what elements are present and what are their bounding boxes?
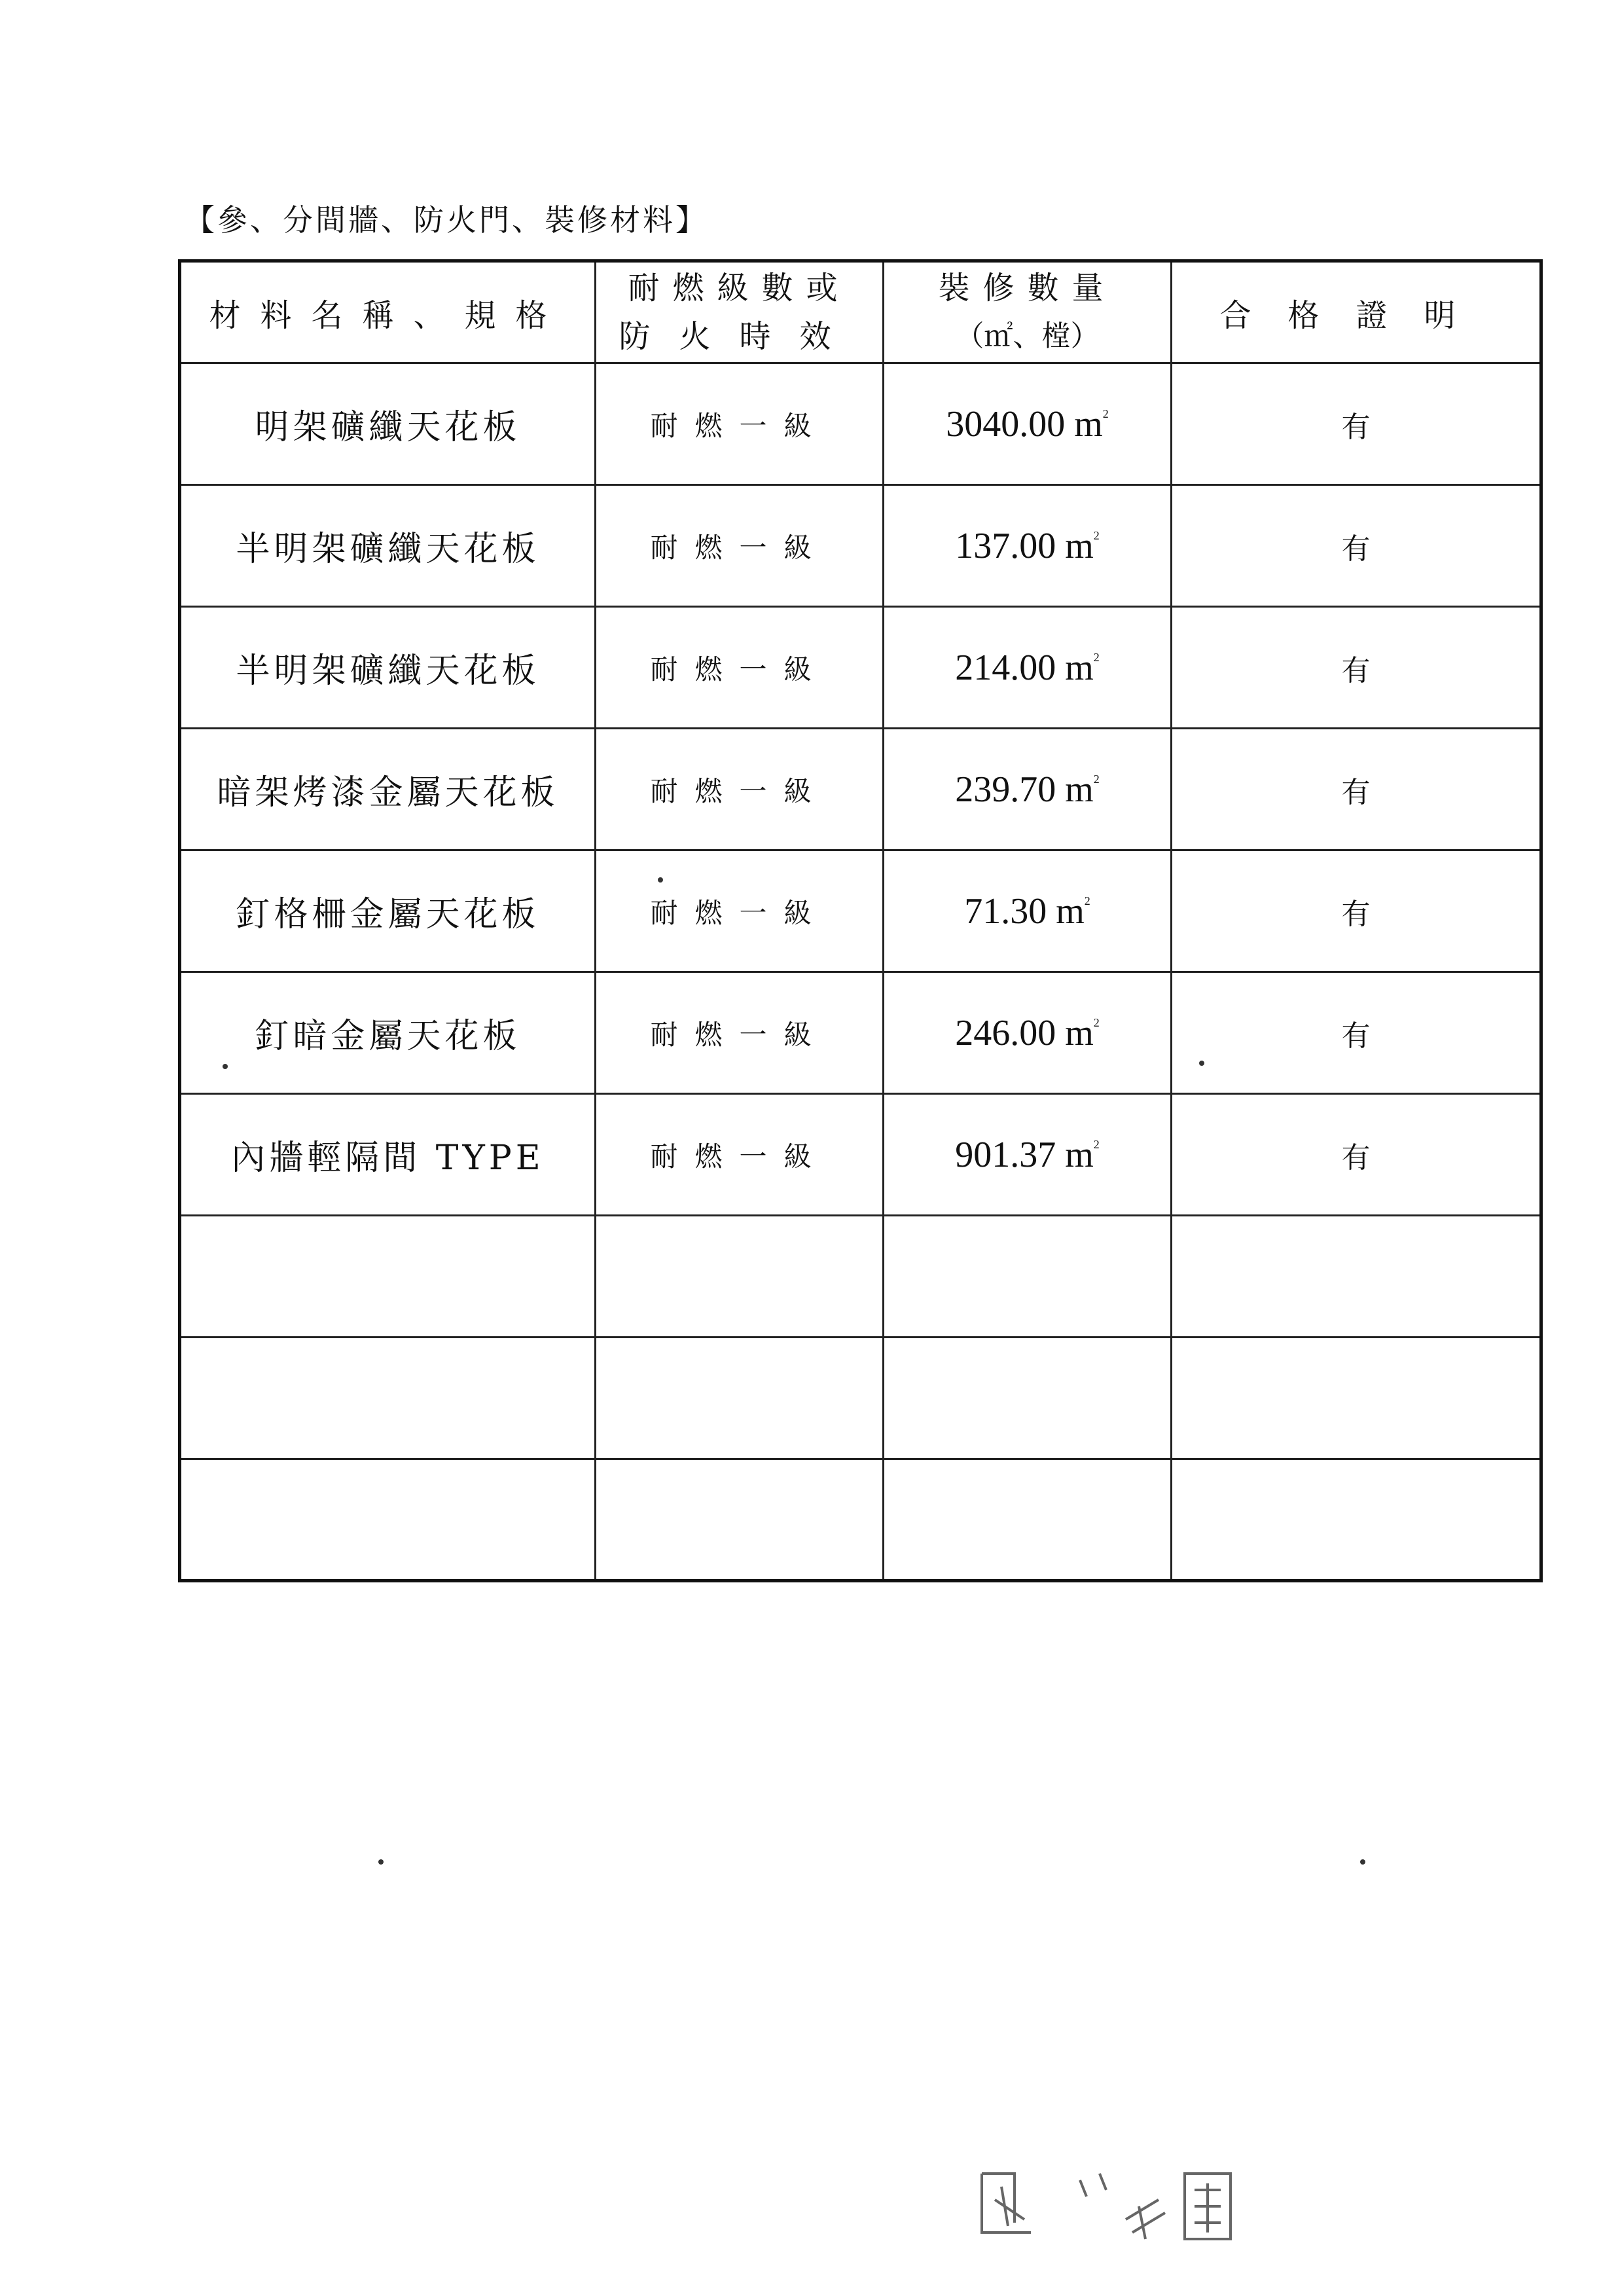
table-row bbox=[180, 729, 1541, 850]
table-row bbox=[180, 1094, 1541, 1216]
material-name-cell bbox=[180, 1338, 596, 1459]
scan-mark bbox=[378, 1859, 384, 1865]
section-title: 【參、分間牆、防火門、裝修材料】 bbox=[185, 202, 708, 238]
unit-superscript: 2 bbox=[1102, 407, 1109, 420]
scan-mark bbox=[1199, 1061, 1204, 1066]
quantity-value: 239.70 m bbox=[955, 769, 1094, 810]
scan-mark bbox=[658, 877, 663, 883]
stamp-mark bbox=[969, 2160, 1244, 2252]
quantity-cell bbox=[884, 1338, 1172, 1459]
certificate-cell: 有 bbox=[1172, 850, 1541, 972]
table-row bbox=[180, 1338, 1541, 1459]
unit-superscript: 2 bbox=[1084, 894, 1090, 907]
table-row bbox=[180, 485, 1541, 607]
quantity-cell bbox=[884, 485, 1172, 607]
material-name-cell bbox=[180, 1216, 596, 1338]
table-row bbox=[180, 363, 1541, 485]
header-material-name: 材料名稱、規格 bbox=[180, 261, 596, 363]
header-fire-rating bbox=[596, 261, 884, 363]
fire-rating-cell: 耐燃一級 bbox=[596, 363, 884, 485]
fire-rating-cell bbox=[596, 1459, 884, 1581]
unit-superscript: 2 bbox=[1093, 1015, 1100, 1029]
materials-table bbox=[178, 259, 1543, 1582]
material-name-cell bbox=[180, 1459, 596, 1581]
header-quantity bbox=[884, 261, 1172, 363]
quantity-cell bbox=[884, 729, 1172, 850]
material-name-cell: 明架礦纖天花板 bbox=[180, 363, 596, 485]
table-row bbox=[180, 1216, 1541, 1338]
table-row bbox=[180, 972, 1541, 1094]
certificate-cell: 有 bbox=[1172, 972, 1541, 1094]
certificate-cell: 有 bbox=[1172, 607, 1541, 729]
unit-superscript: 2 bbox=[1093, 528, 1100, 542]
certificate-cell: 有 bbox=[1172, 363, 1541, 485]
fire-rating-cell: 耐燃一級 bbox=[596, 729, 884, 850]
quantity-cell bbox=[884, 363, 1172, 485]
quantity-value: 137.00 m bbox=[955, 525, 1094, 566]
quantity-cell bbox=[884, 607, 1172, 729]
material-name-cell: 內牆輕隔間 TYPE bbox=[180, 1094, 596, 1216]
unit-superscript: 2 bbox=[1093, 1137, 1100, 1151]
scan-mark bbox=[1360, 1859, 1365, 1865]
material-name-cell: 暗架烤漆金屬天花板 bbox=[180, 729, 596, 850]
certificate-cell: 有 bbox=[1172, 485, 1541, 607]
certificate-cell bbox=[1172, 1459, 1541, 1581]
unit-superscript: 2 bbox=[1093, 650, 1100, 664]
header-quantity-line2: （㎡、樘） bbox=[955, 319, 1100, 353]
material-name-cell: 半明架礦纖天花板 bbox=[180, 607, 596, 729]
table-row bbox=[180, 1459, 1541, 1581]
header-fire-rating-line2: 防火時效 bbox=[619, 318, 860, 355]
material-name-cell: 釘格柵金屬天花板 bbox=[180, 850, 596, 972]
fire-rating-cell: 耐燃一級 bbox=[596, 607, 884, 729]
certificate-cell bbox=[1172, 1216, 1541, 1338]
quantity-cell bbox=[884, 850, 1172, 972]
material-name-cell: 釘暗金屬天花板 bbox=[180, 972, 596, 1094]
unit-superscript: 2 bbox=[1093, 772, 1100, 786]
fire-rating-cell bbox=[596, 1338, 884, 1459]
quantity-value: 901.37 m bbox=[955, 1134, 1094, 1175]
fire-rating-cell: 耐燃一級 bbox=[596, 850, 884, 972]
table-row bbox=[180, 850, 1541, 972]
quantity-cell bbox=[884, 1216, 1172, 1338]
quantity-cell bbox=[884, 972, 1172, 1094]
certificate-cell: 有 bbox=[1172, 729, 1541, 850]
table-header-row bbox=[180, 261, 1541, 363]
quantity-cell bbox=[884, 1094, 1172, 1216]
scan-mark bbox=[223, 1064, 228, 1069]
quantity-value: 71.30 m bbox=[964, 890, 1085, 932]
quantity-value: 246.00 m bbox=[955, 1012, 1094, 1053]
certificate-cell bbox=[1172, 1338, 1541, 1459]
header-certificate: 合格證明 bbox=[1172, 261, 1541, 363]
header-quantity-line1: 裝修數量 bbox=[938, 270, 1117, 306]
fire-rating-cell bbox=[596, 1216, 884, 1338]
quantity-cell bbox=[884, 1459, 1172, 1581]
fire-rating-cell: 耐燃一級 bbox=[596, 485, 884, 607]
certificate-cell: 有 bbox=[1172, 1094, 1541, 1216]
header-fire-rating-line1: 耐燃級數或 bbox=[628, 270, 851, 306]
table-row bbox=[180, 607, 1541, 729]
quantity-value: 3040.00 m bbox=[946, 403, 1103, 445]
material-name-cell: 半明架礦纖天花板 bbox=[180, 485, 596, 607]
fire-rating-cell: 耐燃一級 bbox=[596, 1094, 884, 1216]
fire-rating-cell: 耐燃一級 bbox=[596, 972, 884, 1094]
quantity-value: 214.00 m bbox=[955, 647, 1094, 688]
